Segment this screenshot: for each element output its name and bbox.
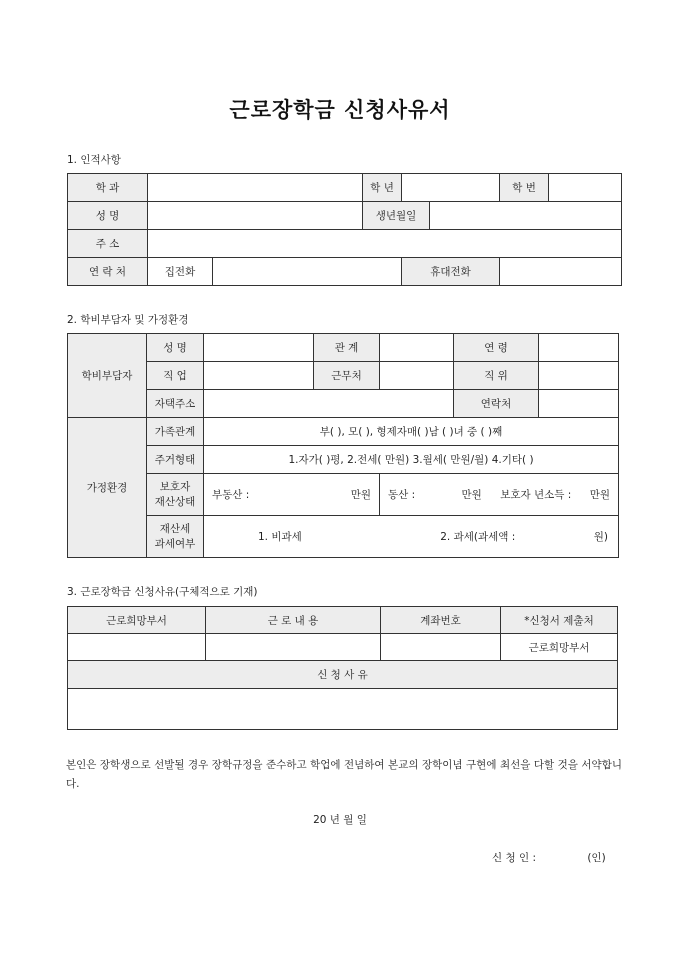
property-tax-field[interactable] [204, 516, 619, 558]
taxed-unit: 원) [593, 531, 608, 543]
position-label: 직 위 [454, 362, 539, 390]
seal-mark: (인) [587, 852, 606, 864]
real-estate-label: 부동산 : [212, 489, 250, 501]
guardian-assets-line2: 재산상태 [154, 495, 196, 508]
account-label: 계좌번호 [381, 607, 501, 634]
student-id-field[interactable] [549, 174, 622, 202]
taxed-option[interactable]: 2. 과세(과세액 : [440, 531, 516, 543]
grade-field[interactable] [402, 174, 500, 202]
housing-label: 주거형태 [147, 446, 204, 474]
home-phone-field[interactable] [213, 258, 402, 286]
family-rel-label: 가족관계 [147, 418, 204, 446]
nontax-option[interactable]: 1. 비과세 [258, 531, 302, 543]
reason-field[interactable] [68, 689, 618, 730]
dept-label: 학 과 [68, 174, 148, 202]
guardian-income-field[interactable] [454, 474, 619, 516]
movable-unit: 만원 [461, 489, 482, 501]
job-label: 직 업 [147, 362, 204, 390]
guardian-income-unit: 만원 [589, 489, 610, 501]
home-address-field[interactable] [204, 390, 454, 418]
payer-name-field[interactable] [204, 334, 314, 362]
dept-wish-field[interactable] [68, 634, 206, 661]
name-label: 성 명 [68, 202, 148, 230]
address-field[interactable] [148, 230, 622, 258]
account-field[interactable] [381, 634, 501, 661]
position-field[interactable] [539, 362, 619, 390]
contact-label: 연 락 처 [68, 258, 148, 286]
submit-to-label: *신청서 제출처 [501, 607, 618, 634]
section1-heading: 1. 인적사항 [67, 154, 121, 166]
housing-field[interactable]: 1.자가( )평, 2.전세( 만원) 3.월세( 만원/월) 4.기타( ) [204, 446, 619, 474]
relation-label: 관 계 [314, 334, 380, 362]
property-tax-line2: 과세여부 [154, 537, 196, 550]
property-tax-line1: 재산세 [159, 522, 191, 535]
age-field[interactable] [539, 334, 619, 362]
family-rel-field[interactable]: 부( ), 모( ), 형제자매( )남 ( )녀 중 ( )째 [204, 418, 619, 446]
payer-phone-field[interactable] [539, 390, 619, 418]
submit-to-value: 근로희망부서 [501, 634, 618, 661]
date-line: 20 년 월 일 [313, 814, 367, 826]
work-content-field[interactable] [206, 634, 381, 661]
real-estate-unit: 만원 [350, 489, 371, 501]
student-id-label: 학 번 [500, 174, 549, 202]
name-field[interactable] [148, 202, 363, 230]
section3-heading: 3. 근로장학금 신청사유(구체적으로 기재) [67, 586, 258, 598]
grade-label: 학 년 [363, 174, 402, 202]
mobile-field[interactable] [500, 258, 622, 286]
age-label: 연 령 [454, 334, 539, 362]
birth-field[interactable] [430, 202, 622, 230]
payer-label: 학비부담자 [68, 334, 147, 418]
address-label: 주 소 [68, 230, 148, 258]
home-phone-label: 집전화 [148, 258, 213, 286]
work-content-label: 근 로 내 용 [206, 607, 381, 634]
home-address-label: 자택주소 [147, 390, 204, 418]
job-field[interactable] [204, 362, 314, 390]
real-estate-field[interactable] [204, 474, 380, 516]
pledge-text: 본인은 장학생으로 선발될 경우 장학규정을 준수하고 학업에 전념하여 본교의 장학이념 구현에 최선을 다할 것을 서약합니다. [66, 759, 622, 790]
guardian-assets-label [147, 474, 204, 516]
guardian-income-label: 보호자 년소득 : [500, 489, 572, 501]
signature-line [492, 850, 606, 865]
application-table [67, 606, 618, 730]
family-table [67, 333, 619, 558]
section2-heading: 2. 학비부담자 및 가정환경 [67, 314, 189, 326]
birth-label: 생년월일 [363, 202, 430, 230]
dept-field[interactable] [148, 174, 363, 202]
reason-label: 신 청 사 유 [68, 661, 618, 689]
property-tax-label [147, 516, 204, 558]
family-label: 가정환경 [68, 418, 147, 558]
guardian-assets-line1: 보호자 [159, 480, 191, 493]
payer-phone-label: 연락처 [454, 390, 539, 418]
workplace-field[interactable] [380, 362, 454, 390]
workplace-label: 근무처 [314, 362, 380, 390]
movable-field[interactable] [380, 474, 454, 516]
mobile-label: 휴대전화 [402, 258, 500, 286]
movable-label: 동산 : [388, 489, 416, 501]
personal-info-table [67, 173, 622, 286]
document-title: 근로장학금 신청사유서 [229, 98, 451, 122]
dept-wish-label: 근로희망부서 [68, 607, 206, 634]
relation-field[interactable] [380, 334, 454, 362]
payer-name-label: 성 명 [147, 334, 204, 362]
applicant-label: 신 청 인 : [492, 852, 536, 864]
